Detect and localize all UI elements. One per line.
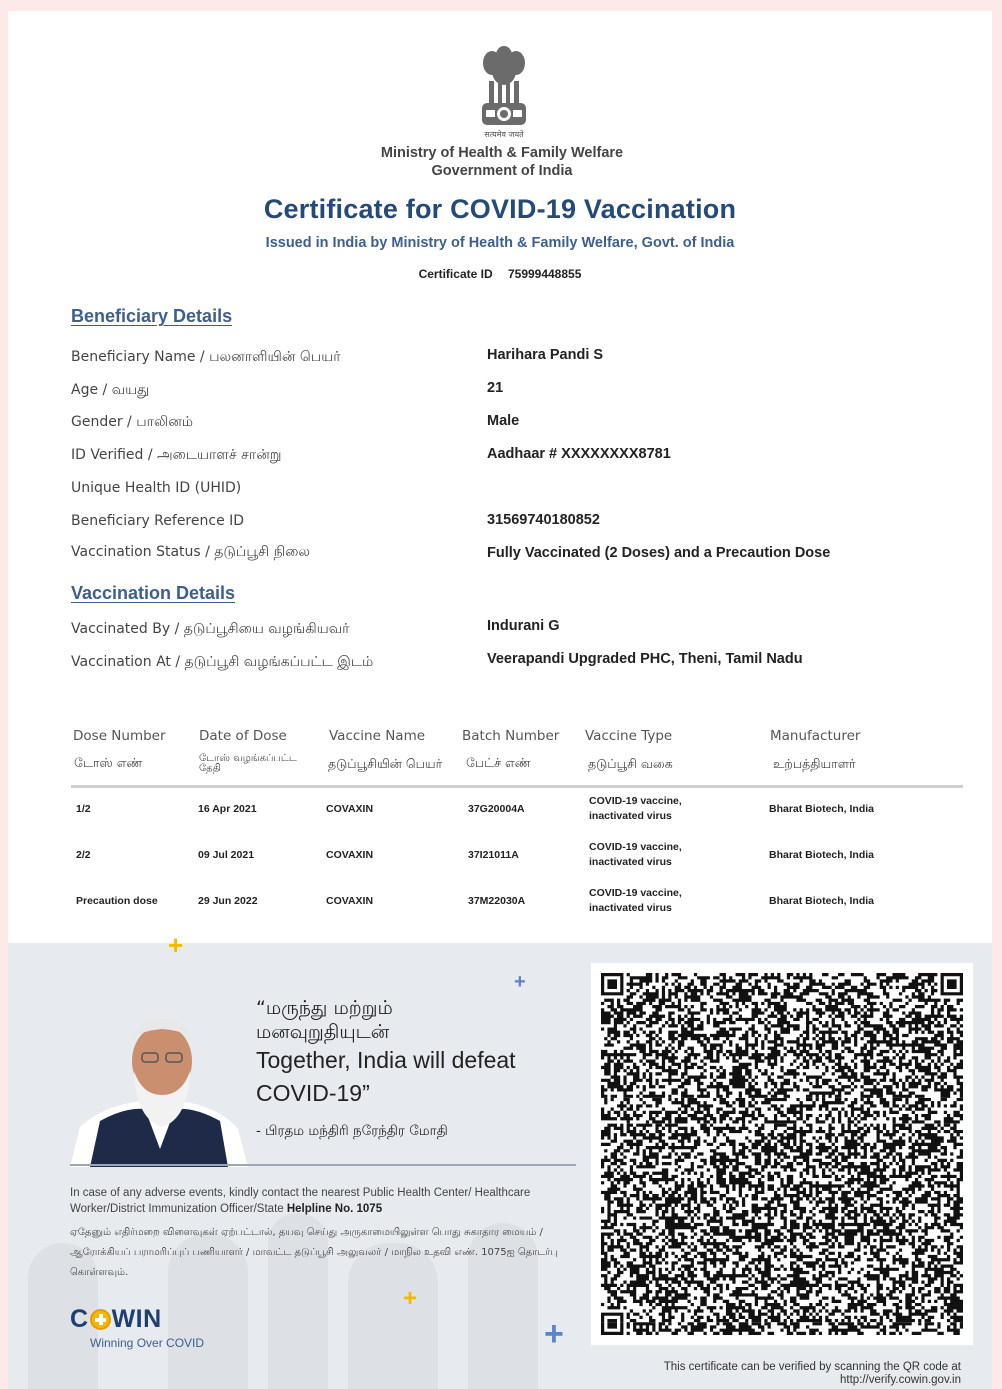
- quote-tamil-line-2: மனவுறுதியுடன்: [256, 1021, 390, 1043]
- id-verified-value: Aadhaar # XXXXXXXX8781: [487, 446, 671, 462]
- national-emblem-icon: [474, 41, 534, 141]
- vaccine-type-line-2: inactivated virus: [589, 902, 672, 914]
- vaccine-type-line-1: COVID-19 vaccine,: [589, 887, 682, 899]
- certificate-id: [8, 267, 992, 281]
- vaccine-name-cell: COVAXIN: [326, 895, 374, 907]
- vaccine-type-line-2: inactivated virus: [589, 856, 672, 868]
- adverse-events-notice-tamil: ஏதேனும் எதிர்மறை விளைவுகள் ஏற்பட்டால், தயவு செய்து அருகாமையிலுள்ள பொது சுகாதார மையம் / ஆரோக்கியப் பராமரிப்புப் பணியாளர் / மாவட்ட தடுப்பூசி அலுவலர் / மாநில உதவி எண். 1075ஐ தொடர்பு கொள்ளவும்.: [70, 1227, 558, 1278]
- column-header-dose-number: Dose Number: [73, 728, 166, 744]
- quote-english-line-2: COVID-19”: [256, 1080, 370, 1106]
- cowin-c: C: [70, 1305, 89, 1333]
- verification-url: http://verify.cowin.gov.in: [839, 1374, 961, 1386]
- dose-date-cell: 09 Jul 2021: [198, 849, 255, 861]
- quote-attribution: - பிரதம மந்திரி நரேந்திர மோதி: [256, 1123, 448, 1139]
- vaccination-at-label: Vaccination At / தடுப்பூசி வழங்கப்பட்ட இடம்: [71, 654, 374, 670]
- helpline-number: Helpline No. 1075: [286, 1203, 383, 1215]
- column-header-manufacturer-ta: உற்பத்தியாளர்: [773, 756, 856, 771]
- beneficiary-name-value: Harihara Pandi S: [487, 347, 604, 363]
- vaccine-name-cell: COVAXIN: [326, 803, 374, 815]
- verification-text: This certificate can be verified by scanning the QR code at: [663, 1361, 961, 1373]
- uhid-label: Unique Health ID (UHID): [71, 480, 242, 496]
- ministry-name: [308, 144, 696, 180]
- beneficiary-details-heading: Beneficiary Details: [71, 306, 233, 326]
- dose-number-cell: 2/2: [76, 849, 91, 861]
- gender-label: Gender / பாலினம்: [71, 414, 194, 430]
- batch-number-cell: 37I21011A: [468, 849, 519, 861]
- dose-number-cell: Precaution dose: [76, 895, 158, 907]
- batch-number-cell: 37G20004A: [468, 803, 525, 815]
- cowin-wordmark: [70, 1305, 204, 1334]
- vaccination-status-label: Vaccination Status / தடுப்பூசி நிலை: [71, 544, 311, 560]
- beneficiary-reference-id-label: Beneficiary Reference ID: [71, 513, 245, 529]
- certificate-page: [8, 11, 992, 1389]
- vaccine-type-cell: [589, 840, 682, 870]
- certificate-subtitle: Issued in India by Ministry of Health & Family Welfare, Govt. of India: [265, 235, 735, 251]
- plus-icon: +: [168, 930, 184, 960]
- manufacturer-cell: Bharat Biotech, India: [769, 895, 875, 907]
- column-header-vaccine-type-ta: தடுப்பூசி வகை: [588, 756, 673, 771]
- dose-date-cell: 16 Apr 2021: [198, 803, 257, 815]
- vaccination-details-heading: Vaccination Details: [71, 583, 236, 603]
- age-label: Age / வயது: [71, 382, 150, 398]
- column-header-vaccine-type: Vaccine Type: [585, 728, 673, 744]
- certificate-id-value: 75999448855: [507, 267, 582, 281]
- cowin-plus-icon: [90, 1309, 111, 1330]
- gender-value: Male: [487, 413, 520, 429]
- certificate-title: Certificate for COVID-19 Vaccination: [263, 194, 737, 224]
- column-header-dose-number-ta: டோஸ் எண்: [74, 755, 143, 770]
- vaccination-status-value: Fully Vaccinated (2 Doses) and a Precaution Dose: [487, 545, 831, 561]
- plus-icon: +: [514, 971, 526, 993]
- quote-divider: [70, 1164, 576, 1166]
- quote-english-line-1: Together, India will defeat: [256, 1047, 516, 1073]
- beneficiary-reference-id-value: 31569740180852: [487, 512, 600, 528]
- column-header-batch-number: Batch Number: [462, 728, 560, 744]
- column-header-vaccine-name-ta: தடுப்பூசியின் பெயர்: [328, 756, 443, 771]
- id-verified-label: ID Verified / அடையாளச் சான்று: [71, 447, 282, 463]
- pm-quote: [256, 996, 576, 1110]
- qr-code: [601, 973, 963, 1335]
- vaccinated-by-value: Indurani G: [487, 618, 560, 634]
- certificate-id-label: Certificate ID: [418, 267, 493, 281]
- adverse-events-text: In case of any adverse events, kindly contact the nearest Public Health Center/ Healthcare Worker/District Immunization Officer/State: [70, 1187, 531, 1215]
- vaccine-type-line-1: COVID-19 vaccine,: [589, 795, 682, 807]
- batch-number-cell: 37M22030A: [468, 895, 526, 907]
- prime-minister-photo: [70, 1009, 250, 1167]
- vaccine-type-cell: [589, 886, 682, 916]
- table-header-divider: [71, 785, 963, 788]
- age-value: 21: [487, 380, 504, 396]
- cowin-logo: [70, 1305, 204, 1350]
- vaccine-type-line-2: inactivated virus: [589, 810, 672, 822]
- ministry-line-2: Government of India: [431, 163, 573, 179]
- cowin-tagline: Winning Over COVID: [90, 1336, 205, 1350]
- qr-code-card: [591, 963, 973, 1345]
- plus-icon: +: [403, 1285, 418, 1312]
- dose-date-cell: 29 Jun 2022: [198, 895, 258, 907]
- column-header-date-ta: டோஸ் வழங்கப்பட்ட தேதி: [199, 753, 297, 774]
- vaccination-at-value: Veerapandi Upgraded PHC, Theni, Tamil Nadu: [487, 651, 803, 667]
- cowin-win: WIN: [111, 1305, 162, 1333]
- vaccine-type-cell: [589, 794, 682, 824]
- column-header-batch-number-ta: பேட்ச் எண்: [466, 755, 531, 770]
- verification-note: [568, 1361, 961, 1387]
- beneficiary-name-label: Beneficiary Name / பலனாளியின் பெயர்: [71, 349, 341, 365]
- qr-code-modules: [601, 973, 963, 1335]
- manufacturer-cell: Bharat Biotech, India: [769, 803, 875, 815]
- column-header-date: Date of Dose: [199, 728, 287, 744]
- vaccine-name-cell: COVAXIN: [326, 849, 374, 861]
- column-header-vaccine-name: Vaccine Name: [329, 728, 426, 744]
- ministry-line-1: Ministry of Health & Family Welfare: [380, 145, 624, 161]
- adverse-events-notice: [70, 1185, 570, 1217]
- quote-tamil-line-1: “மருந்து மற்றும்: [256, 997, 393, 1019]
- emblem-motto: सत्यमेव जयते: [484, 130, 524, 139]
- manufacturer-cell: Bharat Biotech, India: [769, 849, 875, 861]
- column-header-manufacturer: Manufacturer: [770, 728, 861, 744]
- dose-number-cell: 1/2: [76, 803, 91, 815]
- plus-icon: +: [544, 1315, 564, 1353]
- vaccinated-by-label: Vaccinated By / தடுப்பூசியை வழங்கியவர்: [71, 621, 350, 637]
- vaccine-type-line-1: COVID-19 vaccine,: [589, 841, 682, 853]
